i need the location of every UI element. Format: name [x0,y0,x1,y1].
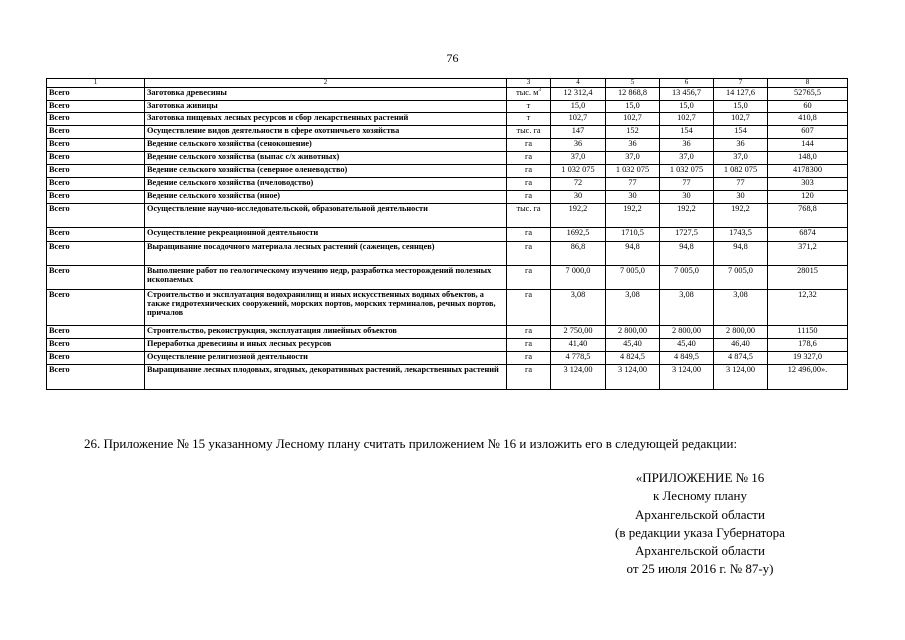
row-value-2017: 2 750,00 [551,326,606,339]
row-total: 303 [768,178,848,191]
row-region: Всего [47,290,145,326]
row-value-2018: 1 032 075 [606,165,660,178]
row-region: Всего [47,204,145,228]
row-unit: т [507,113,551,126]
row-activity: Строительство, реконструкция, эксплуатация линейных объектов [145,326,507,339]
row-total: 12 496,00». [768,365,848,390]
row-value-2019: 15,0 [660,101,714,113]
row-value-2018: 3 124,00 [606,365,660,390]
row-value-2018: 12 868,8 [606,88,660,101]
table-row [47,266,848,290]
row-value-2020: 77 [714,178,768,191]
row-value-2018: 94,8 [606,242,660,266]
row-unit: га [507,139,551,152]
row-value-2018: 4 824,5 [606,352,660,365]
row-value-2019: 94,8 [660,242,714,266]
row-unit: га [507,165,551,178]
table-row [47,352,848,365]
column-number: 3 [507,79,551,88]
row-value-2020: 4 874,5 [714,352,768,365]
row-value-2020: 1 082 075 [714,165,768,178]
appendix-line: от 25 июля 2016 г. № 87-у) [626,561,774,577]
column-number: 8 [768,79,848,88]
page-number: 76 [446,51,459,65]
row-total: 607 [768,126,848,139]
appendix-title: «ПРИЛОЖЕНИЕ № 16 [635,470,765,485]
row-total: 4178300 [768,165,848,178]
row-value-2020: 15,0 [714,101,768,113]
row-region: Всего [47,228,145,242]
row-activity: Выращивание посадочного материала лесных растений (саженцев, сеянцев) [145,242,507,266]
row-region: Всего [47,101,145,113]
row-value-2017: 4 778,5 [551,352,606,365]
row-unit: т [507,101,551,113]
row-unit: га [507,152,551,165]
row-value-2018: 3,08 [606,290,660,326]
row-activity: Строительство и эксплуатация водохранилищ и иных искусственных водных объектов, а также гидротехнических сооружений, морских портов, морских терминалов, речных портов, причалов [145,290,507,326]
row-unit: га [507,352,551,365]
row-value-2019: 4 849,5 [660,352,714,365]
row-activity: Осуществление рекреационной деятельности [145,228,507,242]
row-value-2020: 46,40 [714,339,768,352]
forest-use-table [46,78,848,390]
table-row [47,191,848,204]
row-unit: га [507,191,551,204]
table-row [47,365,848,390]
row-activity: Выполнение работ по геологическому изучению недр, разработка месторождений полезных ископаемых [145,266,507,290]
row-activity: Ведение сельского хозяйства (сенокошение) [145,139,507,152]
row-value-2020: 7 005,0 [714,266,768,290]
row-value-2018: 36 [606,139,660,152]
row-value-2020: 36 [714,139,768,152]
row-unit: га [507,290,551,326]
row-activity: Осуществление видов деятельности в сфере охотничьего хозяйства [145,126,507,139]
row-total: 768,8 [768,204,848,228]
column-number: 6 [660,79,714,88]
row-value-2019: 3,08 [660,290,714,326]
row-region: Всего [47,365,145,390]
row-total: 60 [768,101,848,113]
appendix-line: к Лесному плану [652,488,747,504]
row-region: Всего [47,326,145,339]
table-header-row [47,79,848,88]
row-value-2018: 102,7 [606,113,660,126]
table-row [47,242,848,266]
row-region: Всего [47,352,145,365]
table-row [47,339,848,352]
table-row [47,152,848,165]
row-unit: га [507,242,551,266]
row-total: 371,2 [768,242,848,266]
appendix-header [560,469,840,579]
row-value-2018: 1710,5 [606,228,660,242]
row-value-2018: 15,0 [606,101,660,113]
table-row [47,178,848,191]
row-unit: га [507,228,551,242]
row-value-2019: 77 [660,178,714,191]
row-value-2017: 37,0 [551,152,606,165]
row-value-2019: 2 800,00 [660,326,714,339]
row-total: 178,6 [768,339,848,352]
row-value-2019: 102,7 [660,113,714,126]
row-region: Всего [47,266,145,290]
row-total: 28015 [768,266,848,290]
row-value-2017: 102,7 [551,113,606,126]
row-region: Всего [47,165,145,178]
table-row [47,326,848,339]
row-total: 410,8 [768,113,848,126]
row-value-2017: 3,08 [551,290,606,326]
row-value-2018: 152 [606,126,660,139]
row-activity: Заготовка пищевых лесных ресурсов и сбор лекарственных растений [145,113,507,126]
row-activity: Осуществление научно-исследовательской, образовательной деятельности [145,204,507,228]
unit-superscript: 3 [538,88,541,93]
row-value-2018: 30 [606,191,660,204]
row-value-2020: 30 [714,191,768,204]
row-activity: Выращивание лесных плодовых, ягодных, декоративных растений, лекарственных растений [145,365,507,390]
row-unit: га [507,339,551,352]
table-row [47,88,848,101]
row-value-2019: 45,40 [660,339,714,352]
row-activity: Ведение сельского хозяйства (иное) [145,191,507,204]
table-body [47,79,848,390]
row-total: 144 [768,139,848,152]
row-value-2018: 7 005,0 [606,266,660,290]
row-total: 11150 [768,326,848,339]
row-value-2018: 2 800,00 [606,326,660,339]
row-unit: тыс. га [507,204,551,228]
column-number: 1 [47,79,145,88]
row-activity: Ведение сельского хозяйства (пчеловодство) [145,178,507,191]
row-total: 120 [768,191,848,204]
row-value-2020: 3 124,00 [714,365,768,390]
row-region: Всего [47,152,145,165]
row-activity: Ведение сельского хозяйства (северное оленеводство) [145,165,507,178]
row-region: Всего [47,139,145,152]
row-region: Всего [47,178,145,191]
row-region: Всего [47,88,145,101]
row-unit: га [507,365,551,390]
row-value-2017: 30 [551,191,606,204]
table-row [47,126,848,139]
table-row [47,113,848,126]
paragraph-26: 26. Приложение № 15 указанному Лесному плану считать приложением № 16 и изложить его в следующей редакции: [84,436,738,451]
row-region: Всего [47,242,145,266]
row-value-2019: 30 [660,191,714,204]
table-row [47,165,848,178]
appendix-line: Архангельской области [635,506,765,522]
row-total: 52765,5 [768,88,848,101]
column-number: 2 [145,79,507,88]
row-activity: Переработка древесины и иных лесных ресурсов [145,339,507,352]
row-value-2017: 1692,5 [551,228,606,242]
row-total: 148,0 [768,152,848,165]
row-unit: тыс. га [507,126,551,139]
row-value-2020: 14 127,6 [714,88,768,101]
row-value-2017: 72 [551,178,606,191]
row-value-2020: 192,2 [714,204,768,228]
row-value-2018: 192,2 [606,204,660,228]
row-value-2018: 45,40 [606,339,660,352]
column-number: 5 [606,79,660,88]
row-value-2018: 77 [606,178,660,191]
row-total: 12,32 [768,290,848,326]
row-unit: га [507,326,551,339]
row-value-2017: 12 312,4 [551,88,606,101]
row-region: Всего [47,126,145,139]
row-value-2017: 1 032 075 [551,165,606,178]
row-region: Всего [47,191,145,204]
row-value-2017: 86,8 [551,242,606,266]
table-row [47,101,848,113]
row-value-2020: 102,7 [714,113,768,126]
row-total: 19 327,0 [768,352,848,365]
row-value-2019: 1727,5 [660,228,714,242]
row-unit: тыс. $м^3$ [507,88,551,101]
row-value-2019: 13 456,7 [660,88,714,101]
appendix-line: (в редакции указа Губернатора [615,524,785,540]
row-unit: га [507,266,551,290]
row-value-2017: 7 000,0 [551,266,606,290]
row-region: Всего [47,339,145,352]
row-value-2020: 94,8 [714,242,768,266]
row-total: 6874 [768,228,848,242]
row-activity: Заготовка древесины [145,88,507,101]
row-value-2019: 3 124,00 [660,365,714,390]
row-activity: Заготовка живицы [145,101,507,113]
row-value-2017: 3 124,00 [551,365,606,390]
table-row [47,204,848,228]
row-value-2017: 147 [551,126,606,139]
row-value-2019: 154 [660,126,714,139]
table-row [47,139,848,152]
row-value-2019: 192,2 [660,204,714,228]
row-unit: га [507,178,551,191]
row-value-2020: 1743,5 [714,228,768,242]
row-value-2018: 37,0 [606,152,660,165]
row-value-2020: 3,08 [714,290,768,326]
row-value-2017: 192,2 [551,204,606,228]
row-value-2020: 37,0 [714,152,768,165]
row-value-2019: 36 [660,139,714,152]
table-row [47,228,848,242]
column-number: 4 [551,79,606,88]
row-value-2019: 7 005,0 [660,266,714,290]
row-value-2017: 41,40 [551,339,606,352]
row-activity: Ведение сельского хозяйства (выпас с/х животных) [145,152,507,165]
table-row [47,290,848,326]
column-number: 7 [714,79,768,88]
row-value-2020: 2 800,00 [714,326,768,339]
row-value-2019: 37,0 [660,152,714,165]
row-value-2019: 1 032 075 [660,165,714,178]
row-value-2017: 36 [551,139,606,152]
row-activity: Осуществление религиозной деятельности [145,352,507,365]
appendix-line: Архангельской области [635,543,765,559]
row-value-2017: 15,0 [551,101,606,113]
row-region: Всего [47,113,145,126]
row-value-2020: 154 [714,126,768,139]
